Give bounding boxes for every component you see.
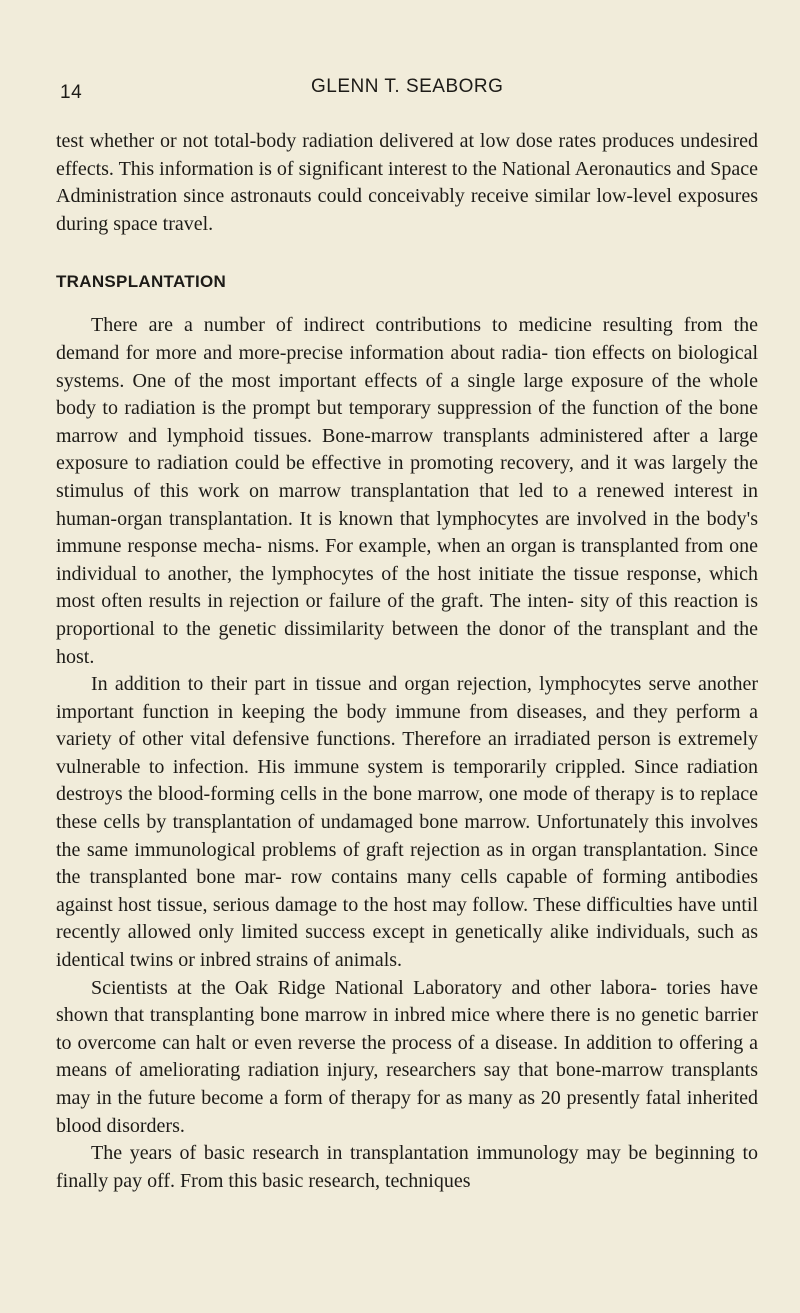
paragraph: In addition to their part in tissue and organ rejection, lymphocytes serve another important function in keeping the body immune from diseases, and they perform a variety of other vital defensive functions. Therefore an irradiated person is extremely vulnerable to infection. His immune system is temporarily crippled. Since radiation destroys the blood-forming cells in the bone marrow, one mode of therapy is to replace these cells by transplantation of undamaged bone marrow. Unfortunately this involves the same immunological problems of graft rejection as in organ transplantation. Since the transplanted bone mar- row contains many cells capable of forming antibodies against host tissue, serious damage to the host may follow. These difficulties have until recently allowed only limited success except in genetically alike individuals, such as identical twins or inbred strains of animals. <box>56 673 758 972</box>
section-heading: TRANSPLANTATION <box>56 272 227 292</box>
body-text <box>56 128 758 1195</box>
paragraph-continued: test whether or not total-body radiation delivered at low dose rates produces undesired effects. This information is of significant interest to the National Aeronautics and Space Administration since astronauts could conceivably receive similar low-level exposures during space travel. <box>56 130 758 235</box>
paragraph: The years of basic research in transplantation immunology may be beginning to finally pay off. From this basic research, techniques <box>56 1142 758 1192</box>
paragraph: There are a number of indirect contributions to medicine resulting from the demand for more and more-precise information about radia- tion effects on biological systems. One of the most important effects of a single large exposure of the whole body to radiation is the prompt but temporary suppression of the function of the bone marrow and lymphoid tissues. Bone-marrow transplants administered after a large exposure to radiation could be effective in promoting recovery, and it was largely the stimulus of this work on marrow transplantation that led to a renewed interest in human-organ transplantation. It is known that lymphocytes are involved in the body's immune response mecha- nisms. For example, when an organ is transplanted from one individual to another, the lymphocytes of the host initiate the tissue response, which most often results in rejection or failure of the graft. The inten- sity of this reaction is proportional to the genetic dissimilarity between the donor of the transplant and the host. <box>56 314 758 668</box>
page-number: 14 <box>60 82 83 103</box>
running-head <box>56 76 756 106</box>
running-title: GLENN T. SEABORG <box>311 76 504 97</box>
paragraph: Scientists at the Oak Ridge National Laboratory and other labora- tories have shown that transplanting bone marrow in inbred mice where there is no genetic barrier to overcome can halt or even reverse the process of a disease. In addition to offering a means of ameliorating radiation injury, researchers say that bone-marrow transplants may in the future become a form of therapy for as many as 20 presently fatal inherited blood disorders. <box>56 976 758 1137</box>
